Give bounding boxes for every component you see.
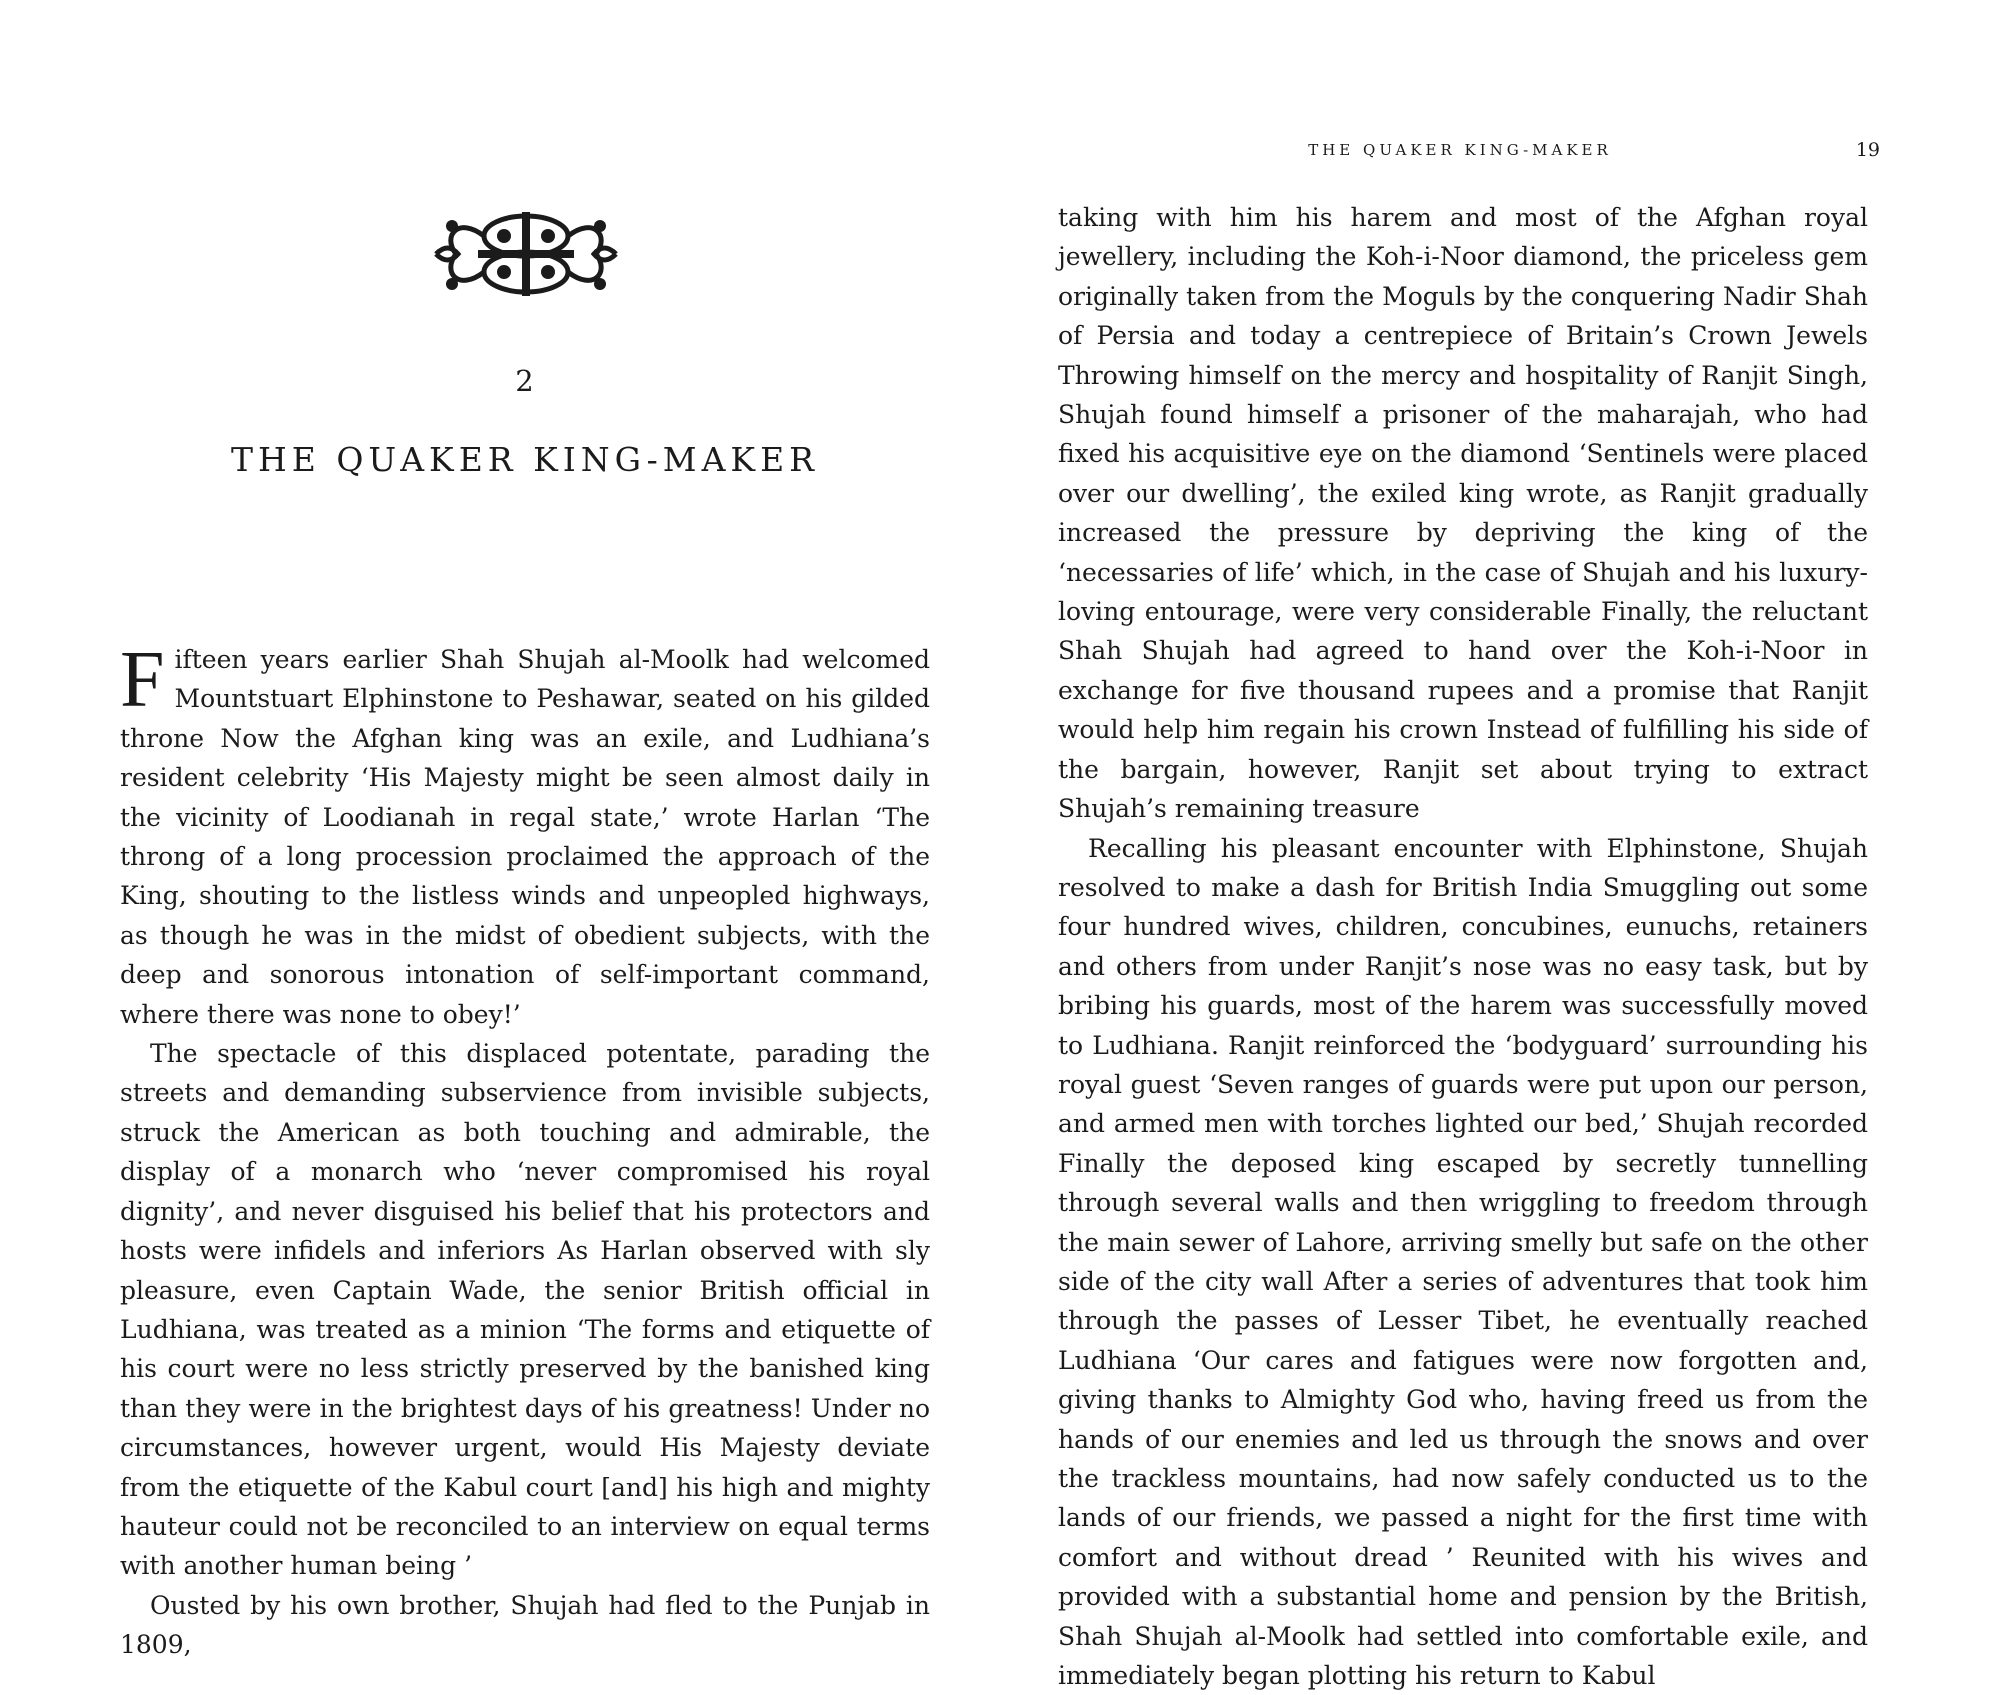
drop-cap: F [120,644,165,716]
paragraph: Ousted by his own brother, Shujah had fled to the Punjab in 1809, [120,1586,930,1665]
chapter-title: THE QUAKER KING-MAKER [160,440,890,479]
right-body-text [1058,198,1868,1695]
chapter-ornament-icon [428,206,624,302]
chapter-number: 2 [430,364,620,398]
page-number: 19 [1830,139,1880,161]
paragraph: The spectacle of this displaced potentate, parading the streets and demanding subservience from invisible subjects, struck the American as both touching and admirable, the display of a monarch who ‘never compromised his royal dignity’, and never disguised his belief that his protectors and hosts were infidels and inferiors As Harlan observed with sly pleasure, even Captain Wade, the senior British official in Ludhiana, was treated as a minion ‘The forms and etiquette of his court were no less strictly preserved by the banished king than they were in the brightest days of his greatness! Under no circumstances, however urgent, would His Majesty deviate from the etiquette of the Kabul court [and] his high and mighty hauteur could not be reconciled to an interview on equal terms with another human being ’ [120,1034,930,1586]
paragraph: Recalling his pleasant encounter with Elphinstone, Shujah resolved to make a dash for British India Smuggling out some four hundred wives, children, concubines, eunuchs, retainers and others from under Ranjit’s nose was no easy task, but by bribing his guards, most of the harem was successfully moved to Ludhiana. Ranjit reinforced the ‘bodyguard’ surrounding his royal guest ‘Seven ranges of guards were put upon our person, and armed men with torches lighted our bed,’ Shujah recorded Finally the deposed king escaped by secretly tunnelling through several walls and then wriggling to freedom through the main sewer of Lahore, arriving smelly but safe on the other side of the city wall After a series of adventures that took him through the passes of Lesser Tibet, he eventually reached Ludhiana ‘Our cares and fatigues were now forgotten and, giving thanks to Almighty God who, having freed us from the hands of our enemies and led us through the snows and over the trackless mountains, had now safely conducted us to the lands of our friends, we passed a night for the first time with comfort and without dread ’ Reunited with his wives and provided with a substantial home and pension by the British, Shah Shujah al-Moolk had settled into comfortable exile, and immediately began plotting his return to Kabul [1058,829,1868,1695]
paragraph: taking with him his harem and most of the Afghan royal jewellery, including the Koh-i-Noor diamond, the priceless gem originally taken from the Moguls by the conquering Nadir Shah of Persia and today a centrepiece of Britain’s Crown Jewels Throwing himself on the mercy and hospitality of Ranjit Singh, Shujah found himself a prisoner of the maharajah, who had fixed his acquisitive eye on the diamond ‘Sentinels were placed over our dwelling’, the exiled king wrote, as Ranjit gradually increased the pressure by depriving the king of the ‘necessaries of life’ which, in the case of Shujah and his luxury-loving entourage, were very considerable Finally, the reluctant Shah Shujah had agreed to hand over the Koh-i-Noor in exchange for five thousand rupees and a promise that Ranjit would help him regain his crown Instead of fulfilling his side of the bargain, however, Ranjit set about trying to extract Shujah’s remaining treasure [1058,198,1868,829]
running-head: THE QUAKER KING-MAKER [1240,141,1680,159]
paragraph-text: ifteen years earlier Shah Shujah al-Moolk had welcomed Mountstuart Elphinstone to Peshawar, seated on his gilded throne Now the Afghan king was an exile, and Ludhiana’s resident celebrity ‘His Majesty might be seen almost daily in the vicinity of Loodianah in regal state,’ wrote Harlan ‘The throng of a long procession proclaimed the approach of the King, shouting to the listless winds and unpeopled highways, as though he was in the midst of obedient subjects, with the deep and sonorous intonation of self-important command, where there was none to obey!’ [120,645,930,1029]
paragraph [120,640,930,1034]
left-body-text [120,640,930,1665]
